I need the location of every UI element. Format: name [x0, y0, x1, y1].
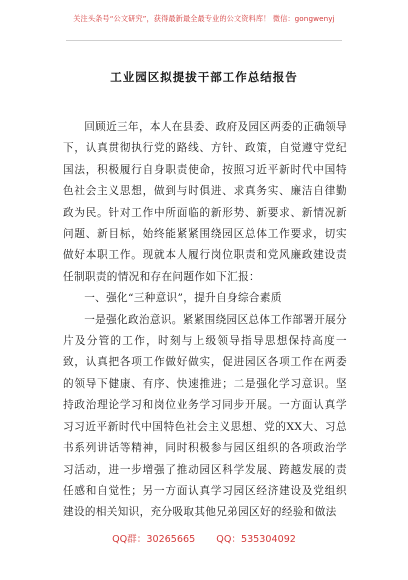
- header-promo-text: 关注头条号“公文研究”，获得最新最全最专业的公文资料库！ 微信：gongwenyj: [73, 14, 335, 23]
- footer-contact: [0, 531, 408, 545]
- paragraph-section-1: 一是强化政治意识。紧紧围绕园区总体工作部署开展分片及分管的工作，时刻与上级领导指导思想保持高度一致，认真把各项工作做好做实，促进园区各项工作在两委的领导下健康、有序、快速推进；二是强化学习意识。坚持政治理论学习和岗位业务学习同步开展。一方面认真学习习近平新时代中国特色社会主义思想、党的XX大、习总书系列讲话等精神，同时积极参与园区组织的各项政治学习活动，进一步增强了推动园区科学发展、跨越发展的责任感和自觉性；另一方面认真学习园区经济建设及党组织建设的相关知识，充分吸取其他兄弟园区好的经验和做法: [63, 313, 347, 519]
- paragraph-intro: 回顾近三年，本人在县委、政府及园区两委的正确领导下，认真贯彻执行党的路线、方针、政策，自觉遵守党纪国法，积极履行自身职责使命，按照习近平新时代中国特色社会主义思想，做到与时俱进、求真务实、廉洁自律勤政为民。针对工作中所面临的新形势、新要求、新情况新问题、新目标，始终能紧紧围绕园区总体工作要求，切实做好本职工作。现就本人履行岗位职责和党风廉政建设责任制职责的情况和存在问题作如下汇报：: [63, 121, 347, 283]
- document-body: [63, 117, 347, 524]
- section-heading-1: 一、强化“三种意识”，提升自身综合素质: [84, 292, 282, 305]
- footer-qq-group: QQ群：30265665: [112, 534, 196, 545]
- document-title: 工业园区拟提拔干部工作总结报告: [110, 70, 298, 84]
- header-divider: [66, 40, 342, 41]
- footer-qq-number: QQ：535304092: [216, 534, 296, 545]
